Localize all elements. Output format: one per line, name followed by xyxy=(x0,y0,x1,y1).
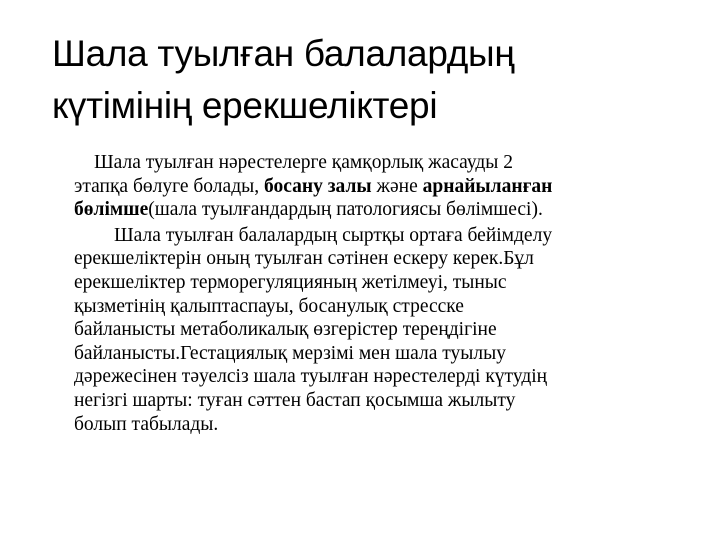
emphasis-department: бөлімше xyxy=(74,199,149,221)
paragraph-line: болып табылады. xyxy=(74,413,219,435)
paragraph-line: ерекшеліктер терморегуляцияның жетілмеуі, тыныс xyxy=(74,271,507,293)
paragraph-line: Шала туылған балалардың сыртқы ортаға бейімделу xyxy=(114,224,553,246)
paragraph-line: қызметінің қалыптаспауы, босанулық стресске xyxy=(74,295,464,317)
text-run: (шала туылғандардың патологиясы бөлімшесі). xyxy=(148,199,543,221)
paragraph-line: дәрежесінен тәуелсіз шала туылған нәрестелерді күтудің xyxy=(74,366,548,388)
paragraph-line: байланысты метаболикалық өзгерістер тереңдігіне xyxy=(74,319,497,341)
emphasis-delivery-room: босану залы xyxy=(263,175,372,197)
paragraph-line xyxy=(74,198,684,222)
paragraph-line: негізгі шарты: туған сәттен бастап қосымша жылыту xyxy=(74,389,516,411)
slide-title xyxy=(52,28,672,132)
text-run: және xyxy=(371,175,423,197)
text-run: этапқа бөлуге болады, xyxy=(74,175,264,197)
paragraph-stages xyxy=(74,151,684,222)
paragraph-line: Шала туылған нәрестелерге қамқорлық жасауды 2 xyxy=(94,152,514,173)
title-line-2: күтімінің ерекшеліктері xyxy=(52,85,438,126)
paragraph-line xyxy=(74,175,684,199)
paragraph-line: байланысты.Гестациялық мерзімі мен шала туылыу xyxy=(74,342,506,364)
slide-body xyxy=(74,151,684,436)
emphasis-specialized: арнайыланған xyxy=(422,175,553,197)
title-line-1: Шала туылған балалардың xyxy=(52,33,515,74)
paragraph-line: ерекшеліктерін оның туылған сәтінен ескеру керек.Бұл xyxy=(74,248,534,270)
paragraph-adaptation xyxy=(74,224,684,436)
